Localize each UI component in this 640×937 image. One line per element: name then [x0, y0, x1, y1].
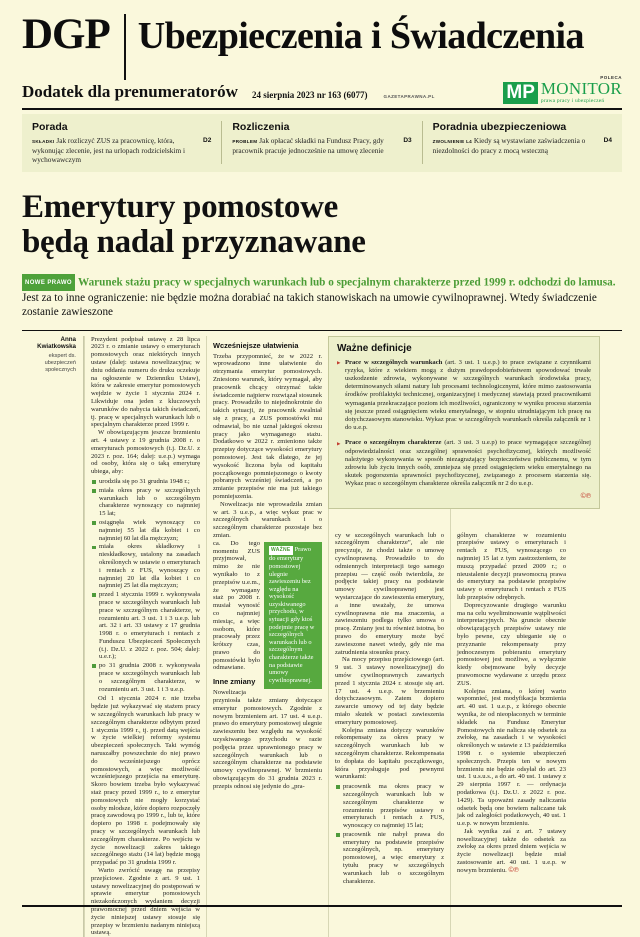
body-column-2	[206, 336, 328, 937]
wazne-badge: WAŻNE	[269, 546, 293, 556]
teaser-item[interactable]	[22, 121, 221, 164]
rekompensata-list	[335, 783, 444, 885]
author-byline	[22, 336, 84, 937]
paragraph: W obowiązującym jeszcze brzmieniu art. 4 ustawy z 19 grudnia 2008 r. o emeryturach pomostowych (t.j. Dz.U. z 2023 r. poz. 164; dalej: u.e.p.) wymaga od osoby, która się o taką emeryturę ubiega, aby:	[91, 429, 200, 476]
teaser-bar	[22, 114, 622, 172]
copyright-mark: ©℗	[580, 492, 591, 500]
teaser-title: Poradnia ubezpieczeniowa	[432, 121, 567, 133]
brand-logo: DGP	[22, 11, 110, 58]
issue-date: 24 sierpnia 2023 nr 163 (6077)	[251, 90, 368, 100]
article-headline	[22, 190, 622, 260]
teaser-body	[32, 136, 211, 164]
poleca-label: POLECA	[600, 75, 622, 80]
teaser-tag: ZWOLNIENIE L4	[432, 139, 473, 144]
definitions-title: Ważne definicje	[337, 342, 412, 354]
masthead-rule	[22, 108, 622, 110]
article-lead	[22, 274, 622, 320]
important-callout	[264, 542, 322, 690]
paragraph: Warto zwrócić uwagę na przepisy przejściowe. Zgodnie z art. 9 ust. 1 ustawy nowelizacyjnej do postępowań w sprawie emerytur pomostowych niezakończonych wydaniem decyzji prawomocnej przed dniem wejścia w życie niniejszej ustawy stosuje się przepisy w brzmieniu nadanym niniejszą ustawą.	[91, 867, 200, 937]
teaser-body	[232, 136, 411, 155]
lead-rule	[22, 330, 622, 331]
author-role: ekspert ds. ubezpieczeń społecznych	[44, 352, 76, 374]
author-name: Anna Kwiatkowska	[37, 335, 76, 351]
lead-text: Jest za to inne ograniczenie: nie będzie można dorabiać na takich stanowiskach na umowie cywilnoprawnej. Wtedy świadczenie zostanie zawieszone	[22, 292, 597, 319]
teaser-item[interactable]	[422, 121, 622, 164]
teaser-tag: PROBLEM	[232, 139, 258, 144]
definition-item	[337, 359, 591, 433]
paragraph: Kolejna zmiana, o której warto wspomnieć, jest modyfikacja brzmienia art. 40 ust. 1 u.e.p., z którego obecnie wynika, że od nieopłaconych w terminie składek na Fundusz Emerytur Pomostowych nie nalicza się odsetek za zwłokę, na zasadach i w wysokości określonych w ustawie z 13 października 1998 r. o systemie ubezpieczeń społecznych. Przepis ten w nowym brzmieniu nie będzie odsyłał do art. 23 ust. 1 u.s.u.s., a do art. 40 ust. 1 ustawy z 29 sierpnia 1997 r. — ordynacja podatkowa (t.j. Dz.U. z 2022 r. poz. 1429). Ta upoważni zasady naliczania odsetek będą one bowiem naliczane tak jak od zaległości podatkowych, 40 ust. 1 u.e.p. w nowym brzmieniu.	[457, 687, 566, 828]
paragraph: Od 1 stycznia 2024 r. nie trzeba będzie już wykazywać się stażem pracy w szczególnych warunkach lub pracy w szczególnym charakterze odbytym przed 1 stycznia 1999 r., tj. przed datą wejścia w życie wielkiej reformy systemu ubezpieczeń społecznych. Taki wymóg naruszałby powszechnie do niej prawo do wcześniejszego oprócz pomostowych, a więc możliwość wcześniejszego przejścia na emeryturę. Skoro bowiem trzeba było wykazywać staż pracy przed 1999 r., to z emerytur pomostowych nie mogły korzystać osoby młodsze, które dopiero rozpoczęły pracę zawodową po 1999 r., lub te, które dopiero po 1998 r. podejmowały się pracy w szczególnych warunkach lub szczególnym charakterze. Po wejściu w życie nowelizacji zakres takiego szczególnego stażu (14 lat) będzie mogą przypadać po 31 grudnia 1999 r.	[91, 695, 200, 867]
paragraph: Trzeba przypomnieć, że w 2022 r. wprowadzono inne ułatwienie do otrzymania emerytur pomostowych. Zniesiono warunek, który wymagał, aby pracownik chcący otrzymać takie świadczenie najpierw rozwiązał stosunek pracy. Prowadziło to niejednokrotnie do takich sytuacji, że pracownik zwalniał się z pracy, a ZUS pomostówki mu odmawiał, bo nie uznał jakiegoś okresu pracy jako wymaganego stażu. Dodatkowo w 2022 r. zmieniono także przepisy dotyczące wysokości emerytury pomostowej. Jest tak dlatego, że jej wysokość liczona była od kapitału początkowego pomniejszonego o kwoty pobranych wcześniej świadczeń, a po zmianie przepisów nie ma już takiego pomniejszenia.	[213, 352, 322, 500]
lead-highlight: Warunek stażu pracy w specjalnych warunkach lub o specjalnym charakterze przed 1999 r. odchodzi do lamusa.	[78, 276, 616, 289]
paragraph: Prezydent podpisał ustawę z 28 lipca 2023 r. o zmianie ustawy o emeryturach pomostowych oraz niektórych innych ustaw (dalej: ustawa nowelizacyjna; w dniu oddania numeru do druku oczekuje na ogłoszenie w Dzienniku Ustaw), która w zakresie emerytur pomostowych wejdzie w życie 1 stycznia 2024 r. Likwiduje ona jeden z kluczowych warunków do nabycia takich świadczeń, tj. pracę w specjalnych warunkach lub o specjalnym charakterze przed 1999 r.	[91, 335, 200, 429]
paragraph: ca. Do tego momentu ZUS przyjmował, mimo że nie wynikało to z przepisów u.e.m., że wymagany staż po 2008 r. musiał wynosić co najmniej miesiąc, a więc osobom, które pracowały przez krótszy czas, prawo do pomostówki było odmawiane.	[213, 539, 260, 672]
mp-mark-icon: MP	[503, 82, 538, 104]
footer-rule	[22, 905, 622, 907]
masthead-subbar	[0, 75, 640, 104]
monitor-name: MONITOR	[540, 79, 622, 98]
list-item: urodziła się po 31 grudnia 1948 r.;	[91, 478, 200, 486]
copyright-mark: ©℗	[508, 866, 519, 874]
teaser-item[interactable]	[221, 121, 421, 164]
article-body	[22, 336, 622, 937]
conditions-list	[91, 478, 200, 694]
paragraph: cy w szczególnych warunkach lub o szczególnym charakterze”, ale nie precyzuje, że chodzi także o umowę cywilnoprawną. Prowadziło to do odmiennych interpretacji tego samego przepisu — część osób twierdziła, że podjęcie takiej pracy na podstawie umowy cywilnoprawnej jest wystarczające do zawieszenia emerytury, a inne uważały, że umowa cywilnoprawna nie ma znaczenia, a zawieszeniu podlega tylko umowa o pracę. Zmiany jest tu również istotna, bo prawo do emerytury może być zawieszone nawet wtedy, gdy nie ma zatrudnienia stosunku pracy.	[335, 531, 444, 656]
monitor-logo	[503, 75, 622, 104]
teaser-title: Rozliczenia	[232, 121, 290, 133]
teaser-title: Porada	[32, 121, 68, 133]
definition-item	[337, 439, 591, 488]
teaser-page-ref: D4	[603, 137, 612, 144]
headline-line-1: Emerytury pomostowe	[22, 189, 338, 225]
list-item: miała okres składkowy i nieskładkowy, ustalony na zasadach określonych w ustawie o emeryturach i rentach z FUS, wynoszący co najmniej 20 lat dla kobiet i co najmniej 25 lat dla mężczyzn;	[91, 543, 200, 590]
teaser-page-ref: D3	[403, 137, 412, 144]
list-item: pracownik nie nabył prawa do emerytury na podstawie przepisów szczególnych, np. emerytury pomostowej, a więc emerytury z tytułu pracy w szczególnych warunkach lub o szczególnym charakterze.	[335, 831, 444, 886]
teaser-body	[433, 136, 612, 155]
paragraph: Doprecyzowanie drugiego warunku ma na celu wyeliminowanie wątpliwości interpretacyjnych. Na gruncie obecnie obowiązujących przepisów ustawy nie było pewne, czy ubieganie się o przyznanie rekompensaty przy jednoczesnym pobieraniu emerytury pomostowej jest możliwe, a wyłącznie kiedy obejmowane były decyzje prawomocne wydawane z urzędu przez ZUS.	[457, 601, 566, 687]
supplement-label: Dodatek dla prenumeratorów	[22, 82, 238, 101]
paragraph: Na mocy przepisu przejściowego (art. 9 ust. 3 ustawy nowelizacyjnej) do umów cywilnoprawnych zawartych przed 1 stycznia 2024 r. stosuje się art. 17 ust. 4 u.e.p. w brzemieniu dotychczasowym. Zatem dopiero zawarcie umowy od tej daty będzie miało skutek w postaci zawieszenia emerytury pomostowej.	[335, 656, 444, 726]
monitor-tagline: prawa pracy i ubezpieczeń	[540, 98, 605, 104]
paragraph: gólnym charakterze w rozumieniu przepisów ustawy o emeryturach i rentach z FUS, wynoszącego co najmniej 15 lat z tym zastrzeżeniem, że muszą przypadać przed 2009 r.; o nieustalenie decyzji prawomocną prawa do emerytury na podstawie przepisów ustawy o emeryturach i rentach z FUS lub przepisów odrębnych.	[457, 531, 566, 601]
teaser-page-ref: D2	[203, 137, 212, 144]
website-url: GAZETAPRAWNA.PL	[383, 94, 435, 99]
subheading: Inne zmiany	[213, 677, 256, 687]
list-item: pracownik ma okres pracy w szczególnych warunkach lub w szczególnym charakterze w rozumieniu przepisów ustawy o emeryturach i rentach z FUS, wynoszący co najmniej 15 lat;	[335, 783, 444, 830]
section-title: Ubezpieczenia i Świadczenia	[137, 15, 584, 57]
paragraph: Nowelizacja nie wprowadziła zmian w art. 3 u.e.p., a więc wykaz prac w szczególnych warunkach i o szczególnym charakterze pozostaje bez zmian.	[213, 500, 322, 539]
paragraph: Nowelizacja przyniosła także zmiany dotyczące emerytur pomostowych. Zgodnie z nowym brzmieniem art. 17 ust. 4 u.e.p. prawo do emerytury pomostowej ulegnie zawieszeniu bez względu na wysokość uzyskiwanego przychodu w razie podjęcia przez uprawnionego pracy w szczególnych warunkach lub o szczególnym charakterze na podstawie umowy cywilnoprawnej. W brzmieniu obowiązującym do 31 grudnia 2023 r. przepis odnosi się jedynie do „pra-	[213, 689, 322, 790]
definition-term: Prace w szczególnych warunkach	[345, 358, 443, 366]
list-item: przed 1 stycznia 1999 r. wykonywała prace w szczególnych warunkach lub prace w szczególnym charakterze, w rozumieniu art. 3 ust. 1 i 3 u.e.p. lub art. 32 i art. 33 ustawy z 17 grudnia 1998 r. o emeryturach i rentach z Funduszu Ubezpieczeń Społecznych (t.j. Dz.U. z 2022 r. poz. 504; dalej: u.e.r.);	[91, 591, 200, 661]
teaser-text: Kiedy są wystawiane zaświadczenia o niezdolności do pracy z mocą wsteczną	[432, 136, 586, 155]
masthead	[0, 0, 640, 80]
list-item: po 31 grudnia 2008 r. wykonywała prace w szczególnych warunkach lub o szczególnym charakterze, w rozumieniu art. 3 ust. 1 i 3 u.e.p.	[91, 662, 200, 693]
masthead-divider	[124, 14, 126, 80]
teaser-text: Jak rozliczyć ZUS za pracownicę, która, wykonując zlecenie, jest na urlopach rodzicielskim i wychowawczym	[32, 136, 185, 164]
definition-text: (art. 3 ust. 3 u.e.p) to prace wymagające szczególnej odpowiedzialności oraz szczególnej sprawności psychofizycznej, których możliwość należytego wykonywania w sposób niezagrażający bezpieczeństwu publicznemu, w tym zdrowiu lub życiu innych osób, zmniejsza się przed osiągnięciem wieku emerytalnego na skutek pogorszenia sprawności psychofizycznej, związanego z procesem starzenia się. Wykaz prac o szczególnym charakterze określa załącznik nr 2 do u.e.p.	[345, 439, 591, 488]
body-column-1	[84, 336, 206, 937]
paragraph-text: Jak wynika zaś z art. 7 ustawy nowelizacyjnej także do odsetek za zwłokę za okres przed dniem wejścia w życie nowelizacji będzie miał zastosowanie art. 40 ust. 1 u.e.p. w nowym brzmieniu.	[457, 827, 566, 874]
nowe-prawo-badge: NOWE PRAWO	[22, 274, 75, 291]
definitions-box	[328, 336, 600, 509]
subheading: Wcześniejsze ułatwienia	[213, 340, 299, 350]
teaser-text: Jak opłacać składki na Fundusz Pracy, gdy pracownik pracuje jednocześnie na umowę zlecenie	[232, 136, 384, 155]
teaser-tag: SKŁADKI	[32, 139, 55, 144]
list-item: osiągnęła wiek wynoszący co najmniej 55 lat dla kobiet i co najmniej 60 lat dla mężczyzn;	[91, 519, 200, 542]
list-item: miała okres pracy w szczególnych warunkach lub o szczególnym charakterze wynoszący co najmniej 15 lat;	[91, 487, 200, 518]
callout-text: Prawo do emerytury pomostowej ulegnie zawieszeniu bez względu na wysokość uzyskiwanego przychodu, w sytuacji gdy ktoś podejmie pracę w szczególnych warunkach lub o szczególnym charakterze także na podstawie umowy cywilnoprawnej.	[269, 545, 315, 684]
paragraph	[457, 828, 566, 875]
definition-text: (art. 3 ust. 1 u.e.p.) to prace związane z czynnikami ryzyka, które z wiekiem mogą z dużym prawdopodobieństwem spowodować trwałe uszkodzenie zdrowia, wykonywane w szczególnych warunkach środowiska pracy, determinowanych siłami natury lub procesami technologicznymi, które mimo zastosowania środków profilaktyki technicznej, organizacyjnej i medycznej stawiają przed pracownikami wymagania przekraczające poziom ich możliwości, ograniczony w wyniku procesu starzenia się jeszcze przed osiągnięciem wieku emerytalnego, w stopniu utrudniającym ich pracę na dotychczasowym stanowisku. Wykaz prac w szczególnych warunkach określa załącznik nr 1 do u.e.p.	[345, 358, 591, 432]
paragraph: Kolejna zmiana dotyczy warunków rekompensaty za okres pracy w szczególnych warunkach lub w szczególnym charakterze. Rekompensata to dopłata do kapitału początkowego, która przysługuje pod pewnymi warunkami:	[335, 726, 444, 781]
headline-line-2: będą nadal przyznawane	[22, 224, 366, 260]
definition-term: Prace o szczególnym charakterze	[345, 439, 442, 447]
